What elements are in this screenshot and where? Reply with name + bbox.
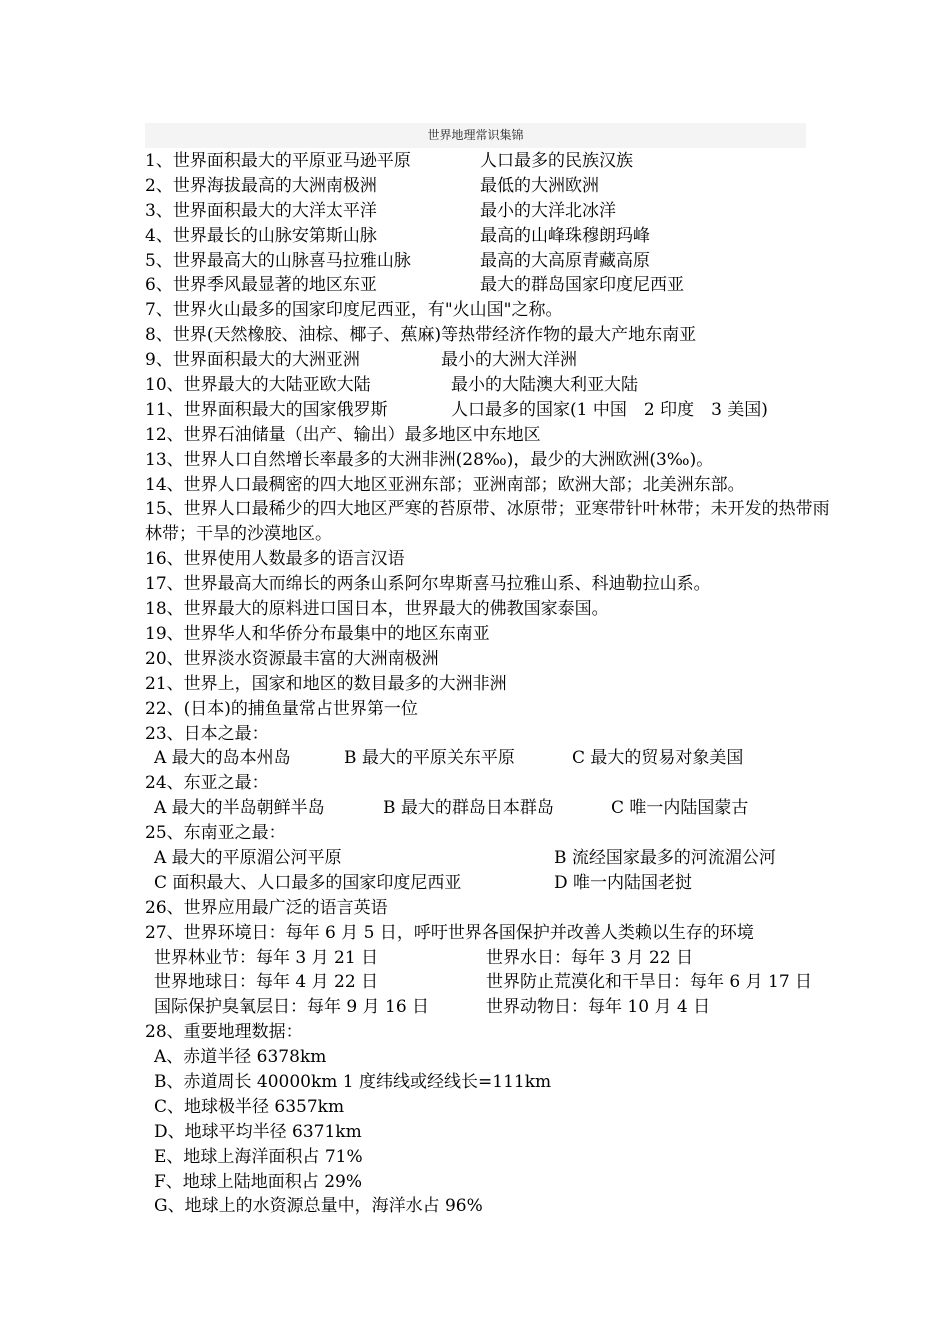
list-item: 世界地球日：每年 4 月 22 日 世界防止荒漠化和干旱日：每年 6 月 17 日 [154,972,813,993]
document-title: 世界地理常识集锦 [145,123,806,148]
list-item: 世界林业节：每年 3 月 21 日 世界水日：每年 3 月 22 日 [154,947,694,968]
list-item: 19、世界华人和华侨分布最集中的地区东南亚 [145,623,490,644]
list-item: A 最大的平原湄公河平原 B 流经国家最多的河流湄公河 [154,847,776,868]
list-item: 2、世界海拔最高的大洲南极洲 最低的大洲欧洲 [145,175,599,196]
list-item: E、地球上海洋面积占 71% [154,1146,363,1167]
list-item: 22、(日本)的捕鱼量常占世界第一位 [145,698,418,719]
list-item: C 面积最大、人口最多的国家印度尼西亚 D 唯一内陆国老挝 [154,872,693,893]
list-item: 21、世界上，国家和地区的数目最多的大洲非洲 [145,673,507,694]
list-item: 9、世界面积最大的大洲亚洲 最小的大洲大洋洲 [145,350,577,371]
list-item: 14、世界人口最稠密的四大地区亚洲东部；亚洲南部；欧洲大部；北美洲东部。 [145,474,745,495]
list-item: 8、世界(天然橡胶、油棕、椰子、蕉麻)等热带经济作物的最大产地东南亚 [145,325,697,346]
list-item: 3、世界面积最大的大洋太平洋 最小的大洋北冰洋 [145,200,616,221]
list-item: 1、世界面积最大的平原亚马逊平原 人口最多的民族汉族 [145,151,633,171]
list-item: 7、世界火山最多的国家印度尼西亚，有"火山国"之称。 [145,300,563,321]
list-item: 6、世界季风最显著的地区东亚 最大的群岛国家印度尼西亚 [145,275,684,296]
list-item: 国际保护臭氧层日：每年 9 月 16 日 世界动物日：每年 10 月 4 日 [154,997,711,1018]
list-item: A 最大的岛本州岛 B 最大的平原关东平原 C 最大的贸易对象美国 [154,748,744,769]
list-item: A 最大的半岛朝鲜半岛 B 最大的群岛日本群岛 C 唯一内陆国蒙古 [154,798,749,819]
list-item: 11、世界面积最大的国家俄罗斯 人口最多的国家(1 中国 2 印度 3 美国) [145,399,768,420]
list-item: 25、东南亚之最： [145,823,286,844]
document-body [145,149,845,1219]
list-item: 26、世界应用最广泛的语言英语 [145,897,388,918]
list-item: 13、世界人口自然增长率最多的大洲非洲(28‰)，最少的大洲欧洲(3‰)。 [145,449,714,470]
list-item: 5、世界最高大的山脉喜马拉雅山脉 最高的大高原青藏高原 [145,250,650,271]
list-item: 4、世界最长的山脉安第斯山脉 最高的山峰珠穆朗玛峰 [145,225,650,246]
list-item: 16、世界使用人数最多的语言汉语 [145,549,405,570]
list-item: 27、世界环境日：每年 6 月 5 日，呼吁世界各国保护并改善人类赖以生存的环境 [145,922,754,943]
list-item: C、地球极半径 6357km [154,1096,345,1117]
list-item: 10、世界最大的大陆亚欧大陆 最小的大陆澳大利亚大陆 [145,375,638,396]
list-item: D、地球平均半径 6371km [154,1121,362,1142]
list-item: 18、世界最大的原料进口国日本，世界最大的佛教国家泰国。 [145,599,609,620]
list-item: B、赤道周长 40000km 1 度纬线或经线长=111km [154,1071,552,1092]
list-item: A、赤道半径 6378km [154,1047,327,1068]
list-item: 28、重要地理数据： [145,1022,303,1043]
list-item: 15、世界人口最稀少的四大地区严寒的苔原带、冰原带；亚寒带针叶林带；未开发的热带雨林带；干旱的沙漠地区。 [145,499,830,545]
list-item: 17、世界最高大而绵长的两条山系阿尔卑斯喜马拉雅山系、科迪勒拉山系。 [145,574,711,595]
list-item: 20、世界淡水资源最丰富的大洲南极洲 [145,648,439,669]
list-item: 23、日本之最： [145,723,269,744]
list-item: G、地球上的水资源总量中，海洋水占 96% [154,1196,483,1217]
list-item: 12、世界石油储量（出产、输出）最多地区中东地区 [145,424,541,445]
list-item: F、地球上陆地面积占 29% [154,1171,362,1192]
list-item: 24、东亚之最： [145,773,269,794]
